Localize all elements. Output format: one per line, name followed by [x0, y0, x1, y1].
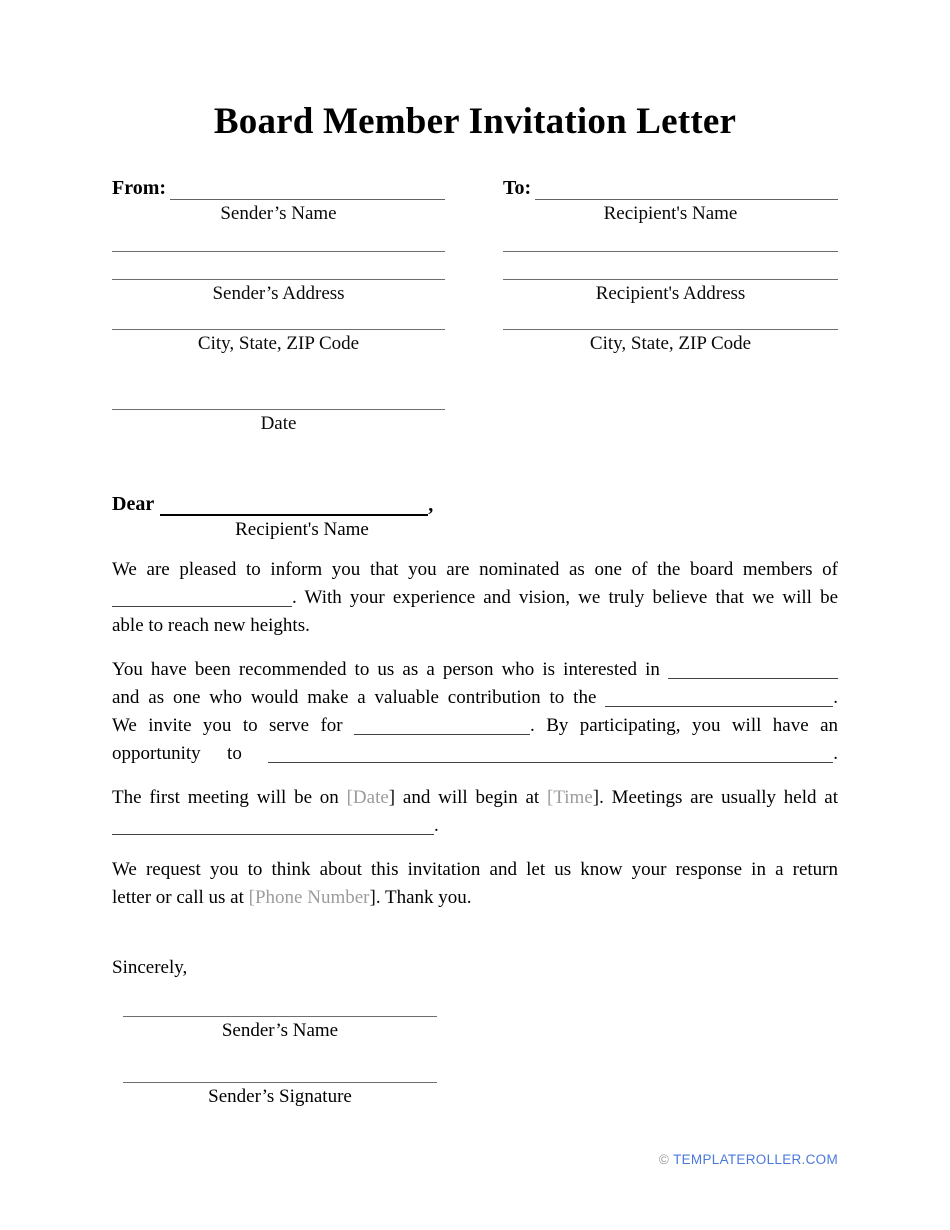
- placeholder-close-bracket: ]: [369, 887, 376, 908]
- signature-name-hint: Sender’s Name: [221, 1020, 339, 1041]
- dear-comma: ,: [428, 494, 434, 516]
- paragraph-text: .: [434, 815, 439, 836]
- paragraph-line: [112, 856, 838, 884]
- sender-name-line[interactable]: [170, 176, 445, 200]
- page-title: Board Member Invitation Letter: [213, 101, 737, 142]
- paragraph-text: We invite you to serve for: [112, 715, 355, 736]
- paragraph-text: .: [833, 743, 838, 764]
- signature-hint: Sender’s Signature: [208, 1086, 352, 1107]
- sincerely-text: Sincerely,: [112, 957, 188, 978]
- letter-body: [112, 556, 838, 912]
- paragraph-text: and as one who would make a valuable contribution to the: [112, 687, 606, 708]
- paragraph-text: . By participating, you will have an: [530, 715, 838, 736]
- paragraph-text: opportunity to: [112, 743, 269, 764]
- paragraph-text: We request you to think about this invitation and let us know your response in a return: [112, 859, 838, 880]
- paragraph-text: . Thank you.: [375, 887, 472, 908]
- copyright-icon: ©: [658, 1152, 670, 1167]
- placeholder-text: Phone Number: [254, 887, 370, 908]
- paragraph-text: The first meeting will be on: [112, 787, 347, 808]
- recipient-city-line[interactable]: [503, 308, 838, 330]
- fill-in-blank[interactable]: [668, 661, 838, 679]
- footer: [659, 1152, 838, 1167]
- recipient-name-hint: Recipient's Name: [603, 203, 738, 224]
- paragraph-text: and will begin at: [395, 787, 547, 808]
- signature-name-line[interactable]: [123, 982, 437, 1017]
- date-line[interactable]: [112, 382, 445, 410]
- placeholder-close-bracket: ]: [388, 787, 396, 808]
- dear-name-line[interactable]: [160, 492, 428, 516]
- paragraph-text: . Meetings are usually held at: [599, 787, 839, 808]
- dear-name-hint: Recipient's Name: [235, 519, 369, 540]
- paragraph-line: [112, 884, 838, 912]
- recipient-address-line-1[interactable]: [503, 228, 838, 252]
- to-row: [503, 172, 838, 200]
- sender-address-line-2[interactable]: [112, 252, 445, 280]
- paragraph-text: .: [833, 687, 838, 708]
- recipient-address-line-2[interactable]: [503, 252, 838, 280]
- paragraph-text: able to reach new heights.: [112, 615, 310, 636]
- placeholder-text: Time: [553, 787, 593, 808]
- recipient-address-hint: Recipient's Address: [595, 283, 746, 304]
- sender-address-line-1[interactable]: [112, 228, 445, 252]
- fill-in-blank[interactable]: [268, 745, 833, 763]
- fill-in-blank[interactable]: [112, 589, 292, 607]
- from-block: [112, 172, 445, 438]
- fill-in-blank[interactable]: [605, 689, 833, 707]
- paragraph: [112, 656, 838, 768]
- paragraph-line: [112, 784, 838, 812]
- sender-city-line[interactable]: [112, 308, 445, 330]
- from-label: From:: [112, 177, 167, 199]
- sender-address-hint: Sender’s Address: [212, 283, 345, 304]
- sender-name-hint: Sender’s Name: [220, 203, 337, 224]
- address-section: [112, 172, 838, 438]
- column-gap: [445, 172, 503, 438]
- fill-in-blank[interactable]: [354, 717, 530, 735]
- sender-city-hint: City, State, ZIP Code: [197, 333, 360, 354]
- signature-line[interactable]: [123, 1045, 437, 1083]
- paragraph-line: [112, 712, 838, 740]
- templateroller-link[interactable]: TEMPLATEROLLER.COM: [673, 1152, 838, 1167]
- paragraph-line: [112, 556, 838, 584]
- fill-in-blank[interactable]: [112, 817, 434, 835]
- paragraph-line: [112, 812, 838, 840]
- placeholder-open-bracket: [: [547, 787, 554, 808]
- paragraph: [112, 856, 838, 912]
- paragraph-line: [112, 740, 838, 768]
- placeholder-text: Date: [352, 787, 389, 808]
- recipient-name-line[interactable]: [535, 176, 838, 200]
- placeholder-open-bracket: [: [346, 787, 353, 808]
- paragraph: [112, 784, 838, 840]
- paragraph-line: [112, 612, 838, 640]
- to-label: To:: [503, 177, 532, 199]
- paragraph-line: [112, 684, 838, 712]
- paragraph-line: [112, 584, 838, 612]
- paragraph-text: You have been recommended to us as a person who is interested in: [112, 659, 668, 680]
- paragraph-text: We are pleased to inform you that you are nominated as one of the board members of: [112, 559, 838, 580]
- paragraph-text: letter or call us at: [112, 887, 249, 908]
- paragraph-text: . With your experience and vision, we truly believe that we will be: [292, 587, 838, 608]
- paragraph-line: [112, 656, 838, 684]
- dear-label: Dear: [112, 493, 155, 515]
- to-block: [503, 172, 838, 438]
- recipient-city-hint: City, State, ZIP Code: [589, 333, 752, 354]
- placeholder-open-bracket: [: [248, 887, 255, 908]
- placeholder-close-bracket: ]: [592, 787, 600, 808]
- paragraph: [112, 556, 838, 640]
- salutation-row: [112, 490, 838, 516]
- from-row: [112, 172, 445, 200]
- date-hint: Date: [260, 413, 297, 434]
